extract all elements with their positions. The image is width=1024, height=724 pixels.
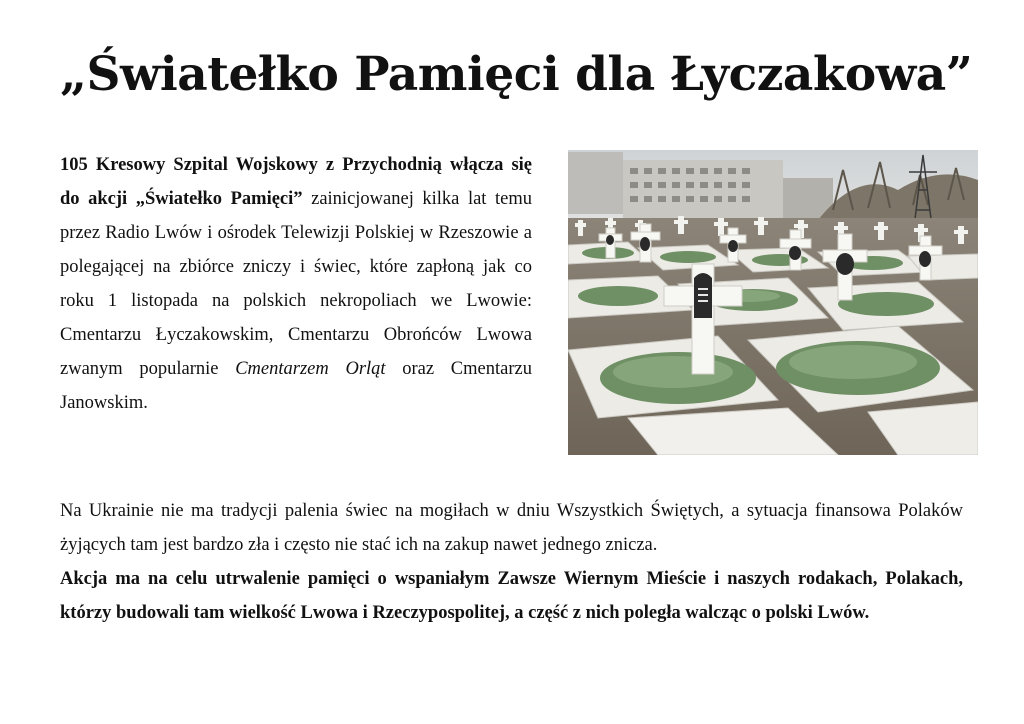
intro-paragraph — [60, 148, 532, 420]
cemetery-illustration — [568, 150, 978, 455]
intro-bold-lead: 105 Kresowy Szpital Wojskowy z Przychodnią włącza się do akcji „Światełko Pamięci” — [60, 155, 532, 209]
intro-text-b: oraz Cmentarzu Janowskim. — [60, 359, 532, 413]
cemetery-photo — [568, 150, 978, 455]
intro-text-a: zainicjowanej kilka lat temu przez Radio Lwów i ośrodek Telewizji Polskiej w Rzeszowie a polegającej na zbiórce zniczy i świec, które zapłoną jak co roku 1 listopada na polskich nekropoliach we Lwowie: Cmentarzu Łyczakowskim, Cmentarzu Obrońców Lwowa zwanym popularnie — [60, 189, 533, 379]
intro-italic: Cmentarzem Orląt — [235, 359, 386, 379]
paragraph-2: Akcja ma na celu utrwalenie pamięci o wspaniałym Zawsze Wiernym Mieście i naszych rodakach, Polakach, którzy budowali tam wielkość Lwowa i Rzeczypospolitej, a część z nich poległa walcząc o polski Lwów. — [60, 569, 963, 623]
bottom-text — [60, 494, 963, 630]
paragraph-1: Na Ukrainie nie ma tradycji palenia świec na mogiłach w dniu Wszystkich Świętych, a sytuacja finansowa Polaków żyjących tam jest bardzo zła i często nie stać ich na zakup nawet jednego znicza. — [60, 501, 963, 555]
page-title: „Światełko Pamięci dla Łyczakowa” — [60, 47, 973, 102]
